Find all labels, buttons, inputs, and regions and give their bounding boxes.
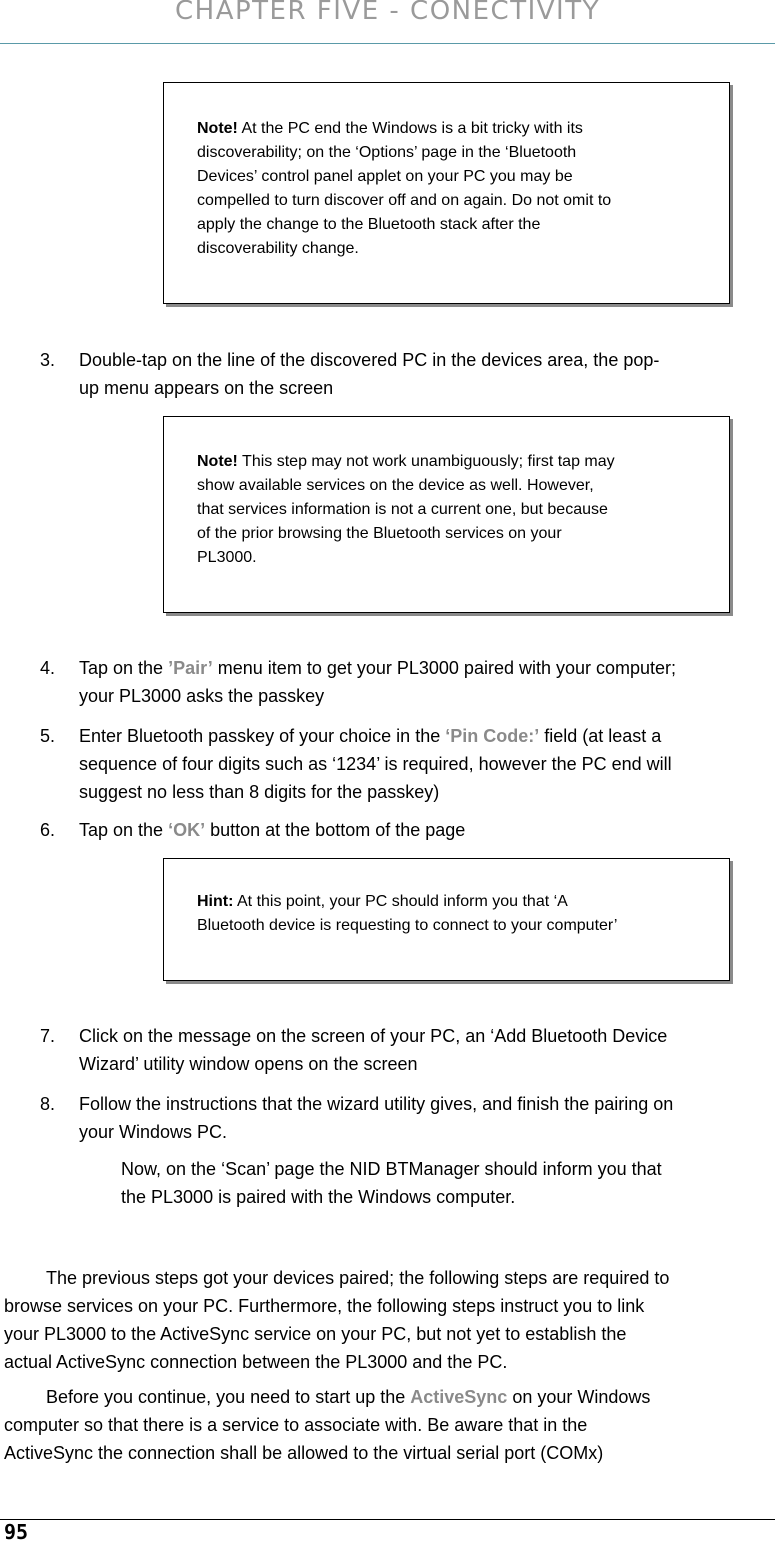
step-number: 7.: [40, 1026, 56, 1046]
hint-text: Hint: At this point, your PC should inform you that ‘A Bluetooth device is requesting to connect to your computer’: [197, 893, 618, 934]
activesync-keyword: ActiveSync: [410, 1387, 508, 1407]
step-text: Follow the instructions that the wizard utility gives, and finish the pairing on your Windows PC.: [79, 1094, 674, 1142]
note-label: Note!: [197, 453, 238, 470]
pin-code-keyword: ‘Pin Code:’: [445, 726, 540, 746]
step-number: 5.: [40, 726, 56, 746]
note-box-discoverability: [163, 82, 730, 304]
step-number: 3.: [40, 350, 56, 370]
step-number: 6.: [40, 820, 56, 840]
step-text: Double-tap on the line of the discovered PC in the devices area, the pop- up menu appears on the screen: [79, 350, 660, 398]
step-text: Tap on the ‘OK’ button at the bottom of the page: [79, 820, 466, 840]
step-number: 4.: [40, 658, 56, 678]
ok-keyword: ‘OK’: [168, 820, 206, 840]
hint-label: Hint:: [197, 893, 234, 910]
step-text: Tap on the ’Pair’ menu item to get your PL3000 paired with your computer; your PL3000 asks the passkey: [79, 658, 677, 706]
page-number: 95: [4, 1520, 29, 1544]
paragraph-paired: The previous steps got your devices paired; the following steps are required to browse services on your PC. Furthermore, the following steps instruct you to link your PL3000 to the ActiveSync service on your PC, but not yet to establish the actual ActiveSync connection between the PL3000 and the PC.: [4, 1268, 670, 1372]
chapter-title: CHAPTER FIVE - CONECTIVITY: [175, 0, 600, 26]
step-text: Click on the message on the screen of your PC, an ‘Add Bluetooth Device Wizard’ utility window opens on the screen: [79, 1026, 668, 1074]
note-text: Note! This step may not work unambiguously; first tap may show available services on the device as well. However, that services information is not a current one, but because of the prior browsing the Bluetooth services on your PL3000.: [197, 453, 615, 566]
hint-box: [163, 858, 730, 981]
note-box-unambiguous: [163, 416, 730, 613]
step-text: Enter Bluetooth passkey of your choice in the ‘Pin Code:’ field (at least a sequence of four digits such as ‘1234’ is required, however the PC end will suggest no less than 8 digits for the passkey): [79, 726, 672, 802]
pair-keyword: ’Pair’: [168, 658, 213, 678]
note-text: Note! At the PC end the Windows is a bit tricky with its discoverability; on the ‘Options’ page in the ‘Bluetooth Devices’ control panel applet on your PC you may be compelled to turn discover off and on again. Do not omit to apply the change to the Bluetooth stack after the discoverability change.: [197, 120, 612, 257]
note-label: Note!: [197, 120, 238, 137]
scan-page-note: Now, on the ‘Scan’ page the NID BTManager should inform you that the PL3000 is paired with the Windows computer.: [121, 1159, 662, 1207]
step-number: 8.: [40, 1094, 56, 1114]
page-header: [0, 0, 775, 44]
footer-divider: [0, 1519, 775, 1520]
paragraph-activesync: Before you continue, you need to start up the ActiveSync on your Windows computer so that there is a service to associate with. Be aware that in the ActiveSync the connection shall be allowed to the virtual serial port (COMx): [4, 1387, 651, 1463]
